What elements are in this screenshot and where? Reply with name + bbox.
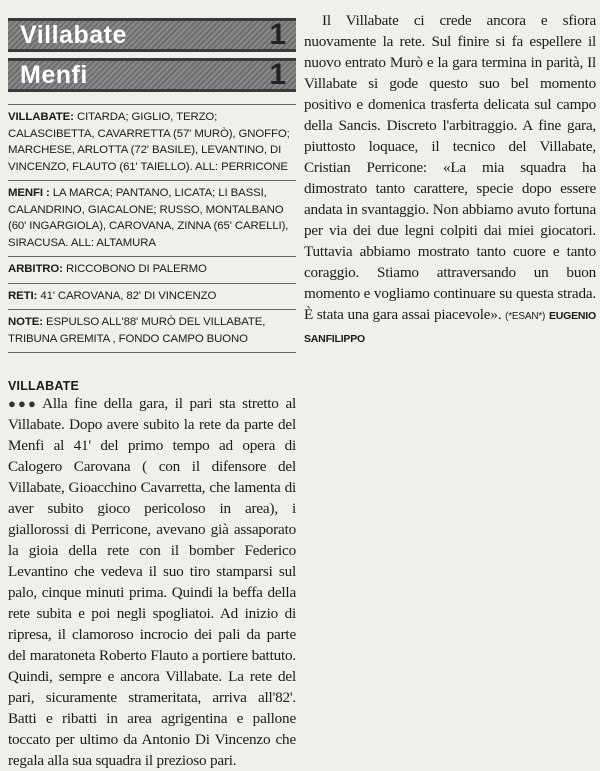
article-source: (*ESAN*): [505, 311, 546, 322]
goals-scored: [8, 284, 296, 311]
lineup-menfi: [8, 181, 296, 257]
away-team-name: Menfi: [20, 61, 88, 89]
away-team-score: 1: [269, 58, 286, 91]
referee: [8, 257, 296, 284]
article-section-title: VILLABATE: [8, 379, 80, 393]
goals-label: RETI:: [8, 289, 38, 302]
referee-label: ARBITRO:: [8, 263, 63, 275]
lineup-villabate-label: VILLABATE:: [8, 111, 74, 123]
lineup-villabate: [8, 104, 296, 181]
lineup-villabate-text: CITARDA; GIGLIO, TERZO; CALASCIBETTA, CAVARRETTA (57' MURÒ), GNOFFO; MARCHESE, ARLOTTA (72' BASILE), LEVANTINO, DI VINCENZO, FLAUTO (61' TAIELLO). ALL: PERRICONE: [8, 111, 290, 173]
scoreboard-away: [8, 58, 296, 92]
goals-text: 41' CAROVANA, 82' DI VINCENZO: [40, 289, 217, 302]
article-paragraph-2-text: Il Villabate ci crede ancora e sfiora nuovamente la rete. Sul finire si fa espellere il nuovo entrato Murò e la gara termina in parità, Il Villabate si gode questo suo bel momento positivo e domenica trasferta delicata sul campo della Sancis. Discreto l'arbitraggio. A fine gara, piuttosto loquace, il tecnico del Villabate, Cristian Perricone: «La mia squadra ha dimostrato tanto carattere, specie dopo essere andata in svantaggio. Non abbiamo avuto fortuna per via dei due legni colpiti dai miei giocatori. Tuttavia abbiamo mostrato tanto cuore e tanto coraggio. Stiamo attraversando un buon momento e vogliamo continuare su questa strada. È stata una gara assai piacevole».: [304, 12, 596, 323]
left-column: [8, 18, 296, 771]
right-column: [304, 8, 596, 350]
lineup-menfi-label: MENFI :: [8, 187, 50, 199]
article-paragraph-2: [304, 10, 596, 350]
article-paragraph-1-text: Alla fine della gara, il pari sta stretto al Villabate. Dopo avere subito la rete da parte del Menfi al 41' del primo tempo ad opera di Calogero Carovana ( con il difensore del Villabate, Gioacchino Cavarretta, che lamenta di aver subito gioco pericoloso in area), i giallorossi di Perricone, avevano già assaporato la gioia della rete con il bomber Federico Levantino che vedeva il suo tiro stamparsi sul palo, cinque minuti prima. Quindi la beffa della rete subita e poi negli spogliatoi. Ad inizio di ripresa, il clamoroso incrocio dei pali da parte del maratoneta Roberto Flauto a portiere battuto. Quindi, sempre e ancora Villabate. La rete del pari, sicuramente strameritata, arriva all'82'. Batti e ribatti in area agrigentina e pallone toccato per ultimo da Antonio Di Vincenzo che regala alla sua squadra il prezioso pari.: [8, 395, 297, 769]
home-team-name: Villabate: [20, 21, 127, 49]
notes-text: ESPULSO ALL'88' MURÒ DEL VILLABATE, TRIBUNA GREMITA , FONDO CAMPO BUONO: [8, 316, 266, 345]
scoreboard-home: [8, 18, 296, 52]
article-author: EUGENIO SANFILIPPO: [304, 310, 596, 345]
match-notes: [8, 310, 296, 353]
bullet-dots-icon: ●●●: [8, 396, 39, 411]
referee-text: RICCOBONO DI PALERMO: [65, 263, 207, 275]
article-paragraph-1: [8, 393, 296, 771]
notes-label: NOTE:: [8, 316, 43, 328]
lineup-menfi-text: LA MARCA; PANTANO, LICATA; LI BASSI, CALANDRINO, GIACALONE; RUSSO, MONTALBANO (60' INGARGIOLA), CAROVANA, ZINNA (65' CARELLI), SIRACUSA. ALL: ALTAMURA: [8, 187, 289, 249]
home-team-score: 1: [269, 18, 286, 51]
